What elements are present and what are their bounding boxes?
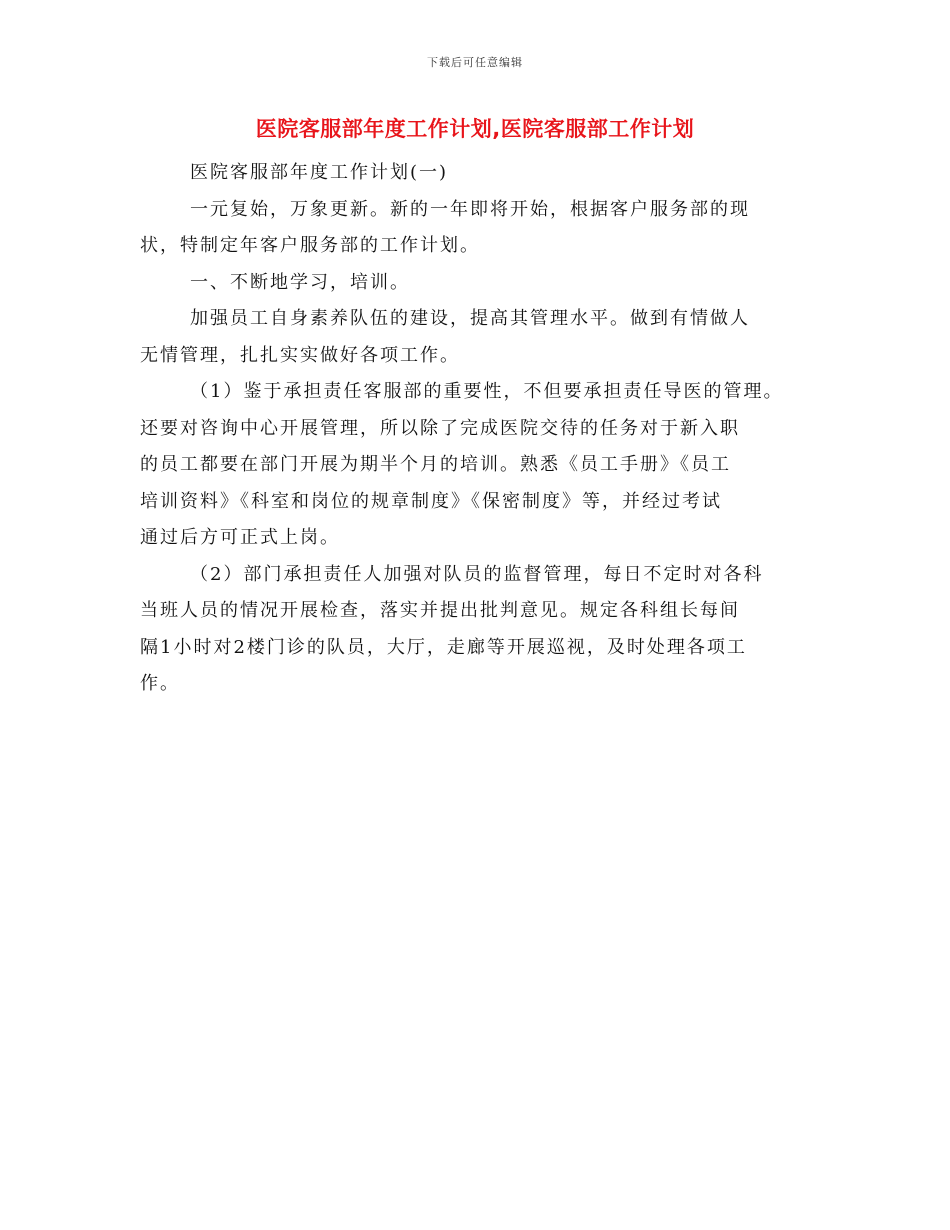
paragraph-line: 的员工都要在部门开展为期半个月的培训。熟悉《员工手册》《员工	[140, 454, 731, 475]
paragraph-line: （2）部门承担责任人加强对队员的监督管理，每日不定时对各科	[190, 563, 764, 585]
paragraph-line: 还要对咨询中心开展管理，所以除了完成医院交待的任务对于新入职	[140, 417, 740, 439]
paragraph-line: 通过后方可正式上岗。	[140, 527, 340, 548]
document-title: 医院客服部年度工作计划,医院客服部工作计划	[255, 117, 695, 141]
paragraph-line: （1）鉴于承担责任客服部的重要性，不但要承担责任导医的管理。	[190, 381, 784, 402]
paragraph-line: 状，特制定年客户服务部的工作计划。	[140, 235, 480, 256]
paragraph-line: 当班人员的情况开展检查，落实并提出批判意见。规定各科组长每间	[140, 600, 740, 621]
paragraph-line: 一元复始，万象更新。新的一年即将开始，根据客户服务部的现	[190, 198, 750, 220]
paragraph-line: 培训资料》《科室和岗位的规章制度》《保密制度》等，并经过考试	[140, 490, 722, 512]
paragraph-line: 作。	[140, 673, 180, 694]
paragraph-line: 加强员工自身素养队伍的建设，提高其管理水平。做到有情做人	[190, 308, 750, 329]
section-heading: 医院客服部年度工作计划(一)	[190, 162, 449, 183]
paragraph-line: 隔1小时对2楼门诊的队员，大厅，走廊等开展巡视，及时处理各项工	[140, 636, 747, 658]
document-body	[140, 158, 830, 706]
paragraph-line: 无情管理，扎扎实实做好各项工作。	[140, 344, 460, 366]
subheading: 一、不断地学习，培训。	[190, 271, 410, 293]
header-note: 下载后可任意编辑	[427, 56, 523, 69]
